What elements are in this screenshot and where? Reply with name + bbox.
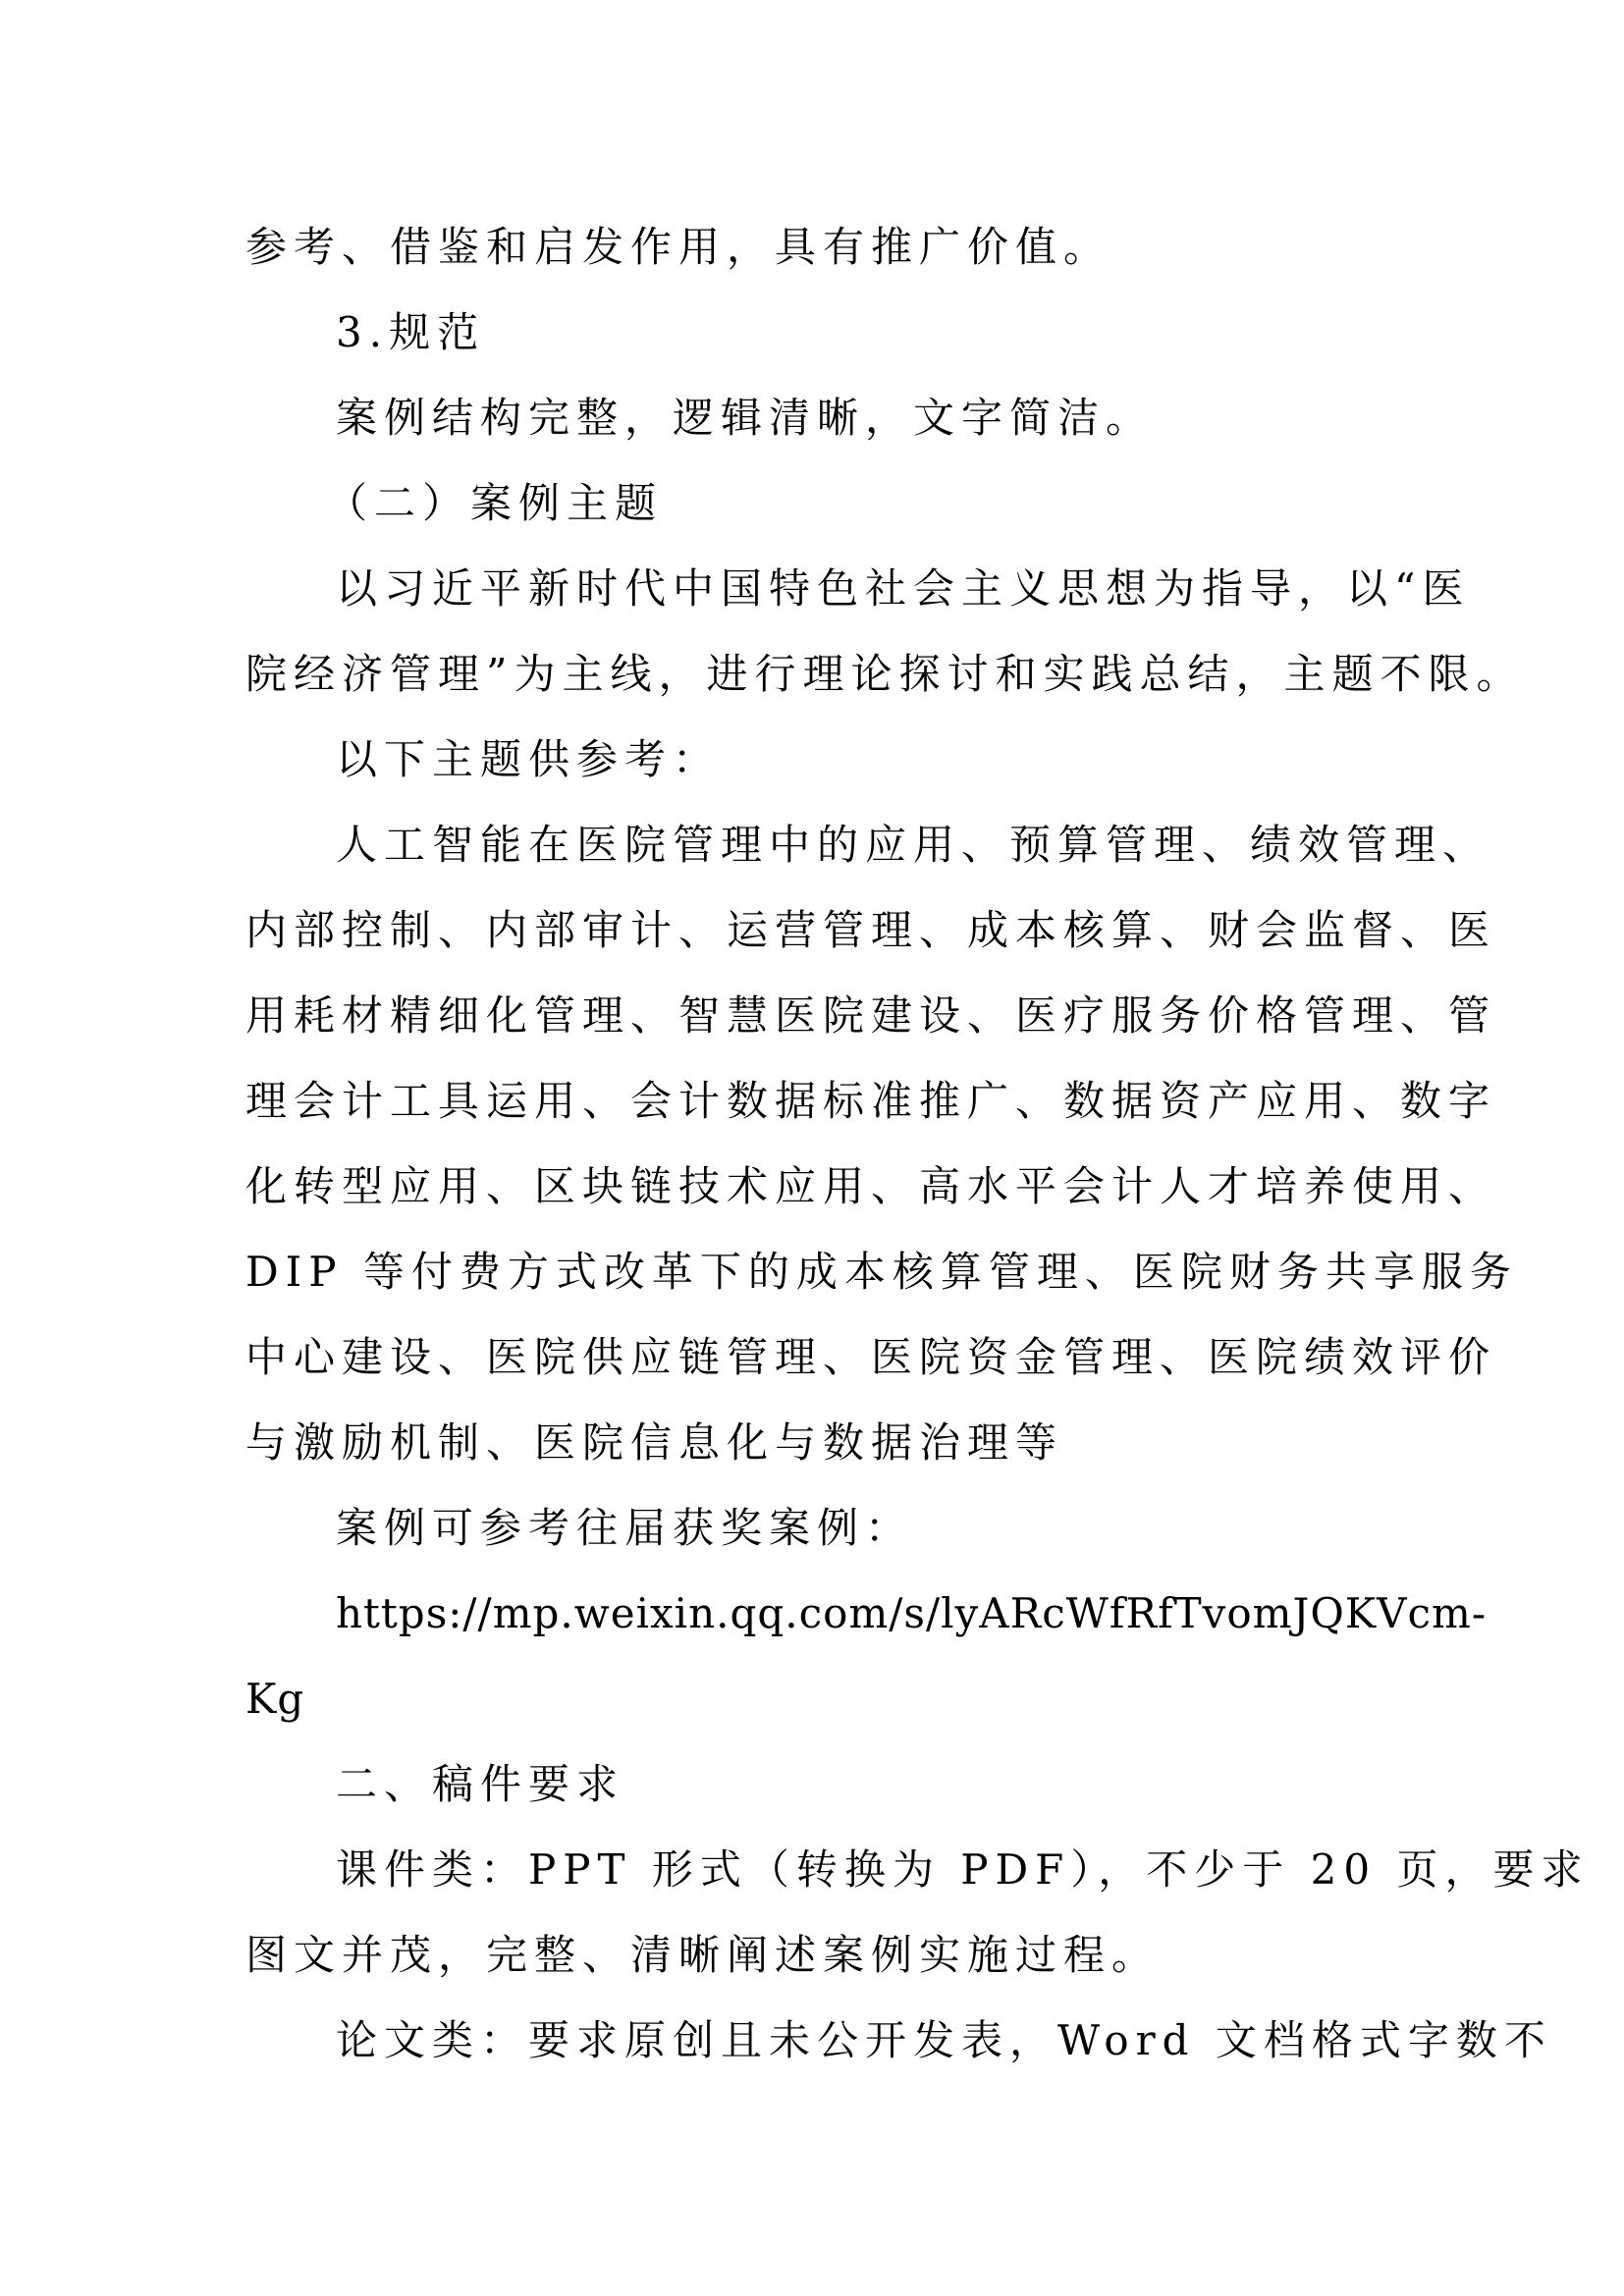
paragraph-line: 以习近平新时代中国特色社会主义思想为指导，以“医 — [336, 564, 1471, 613]
section-heading: （二）案例主题 — [326, 479, 664, 527]
paragraph-line: 院经济管理”为主线，进行理论探讨和实践总结，主题不限。 — [245, 650, 1525, 698]
paragraph-line: 内部控制、内部审计、运营管理、成本核算、财会监督、医 — [245, 906, 1497, 954]
paragraph-line: 案例结构完整，逻辑清晰，文字简洁。 — [336, 394, 1155, 442]
paragraph-line: 与激励机制、医院信息化与数据治理等 — [245, 1418, 1064, 1467]
section-number-heading: 3.规范 — [336, 308, 486, 356]
url-link[interactable]: https://mp.weixin.qq.com/s/lyARcWfRfTvomJQKVcm- — [336, 1589, 1488, 1637]
paragraph-line: 案例可参考往届获奖案例： — [336, 1504, 914, 1552]
paragraph-line: 以下主题供参考： — [336, 735, 722, 783]
paragraph-line: DIP 等付费方式改革下的成本核算管理、医院财务共享服务 — [245, 1248, 1518, 1296]
paragraph-line: 论文类：要求原创且未公开发表，Word 文档格式字数不 — [336, 2016, 1552, 2064]
paragraph-line: 课件类：PPT 形式（转换为 PDF），不少于 20 页，要求 — [336, 1845, 1590, 1894]
url-link-continuation[interactable]: Kg — [245, 1675, 305, 1723]
paragraph-line: 用耗材精细化管理、智慧医院建设、医疗服务价格管理、管 — [245, 991, 1497, 1040]
paragraph-line: 参考、借鉴和启发作用，具有推广价值。 — [245, 223, 1112, 271]
section-heading: 二、稿件要求 — [336, 1760, 625, 1808]
paragraph-line: 人工智能在医院管理中的应用、预算管理、绩效管理、 — [336, 821, 1491, 869]
paragraph-line: 理会计工具运用、会计数据标准推广、数据资产应用、数字 — [245, 1077, 1497, 1125]
paragraph-line: 中心建设、医院供应链管理、医院资金管理、医院绩效评价 — [245, 1333, 1497, 1381]
paragraph-line: 图文并茂，完整、清晰阐述案例实施过程。 — [245, 1931, 1161, 1979]
paragraph-line: 化转型应用、区块链技术应用、高水平会计人才培养使用、 — [245, 1162, 1497, 1210]
